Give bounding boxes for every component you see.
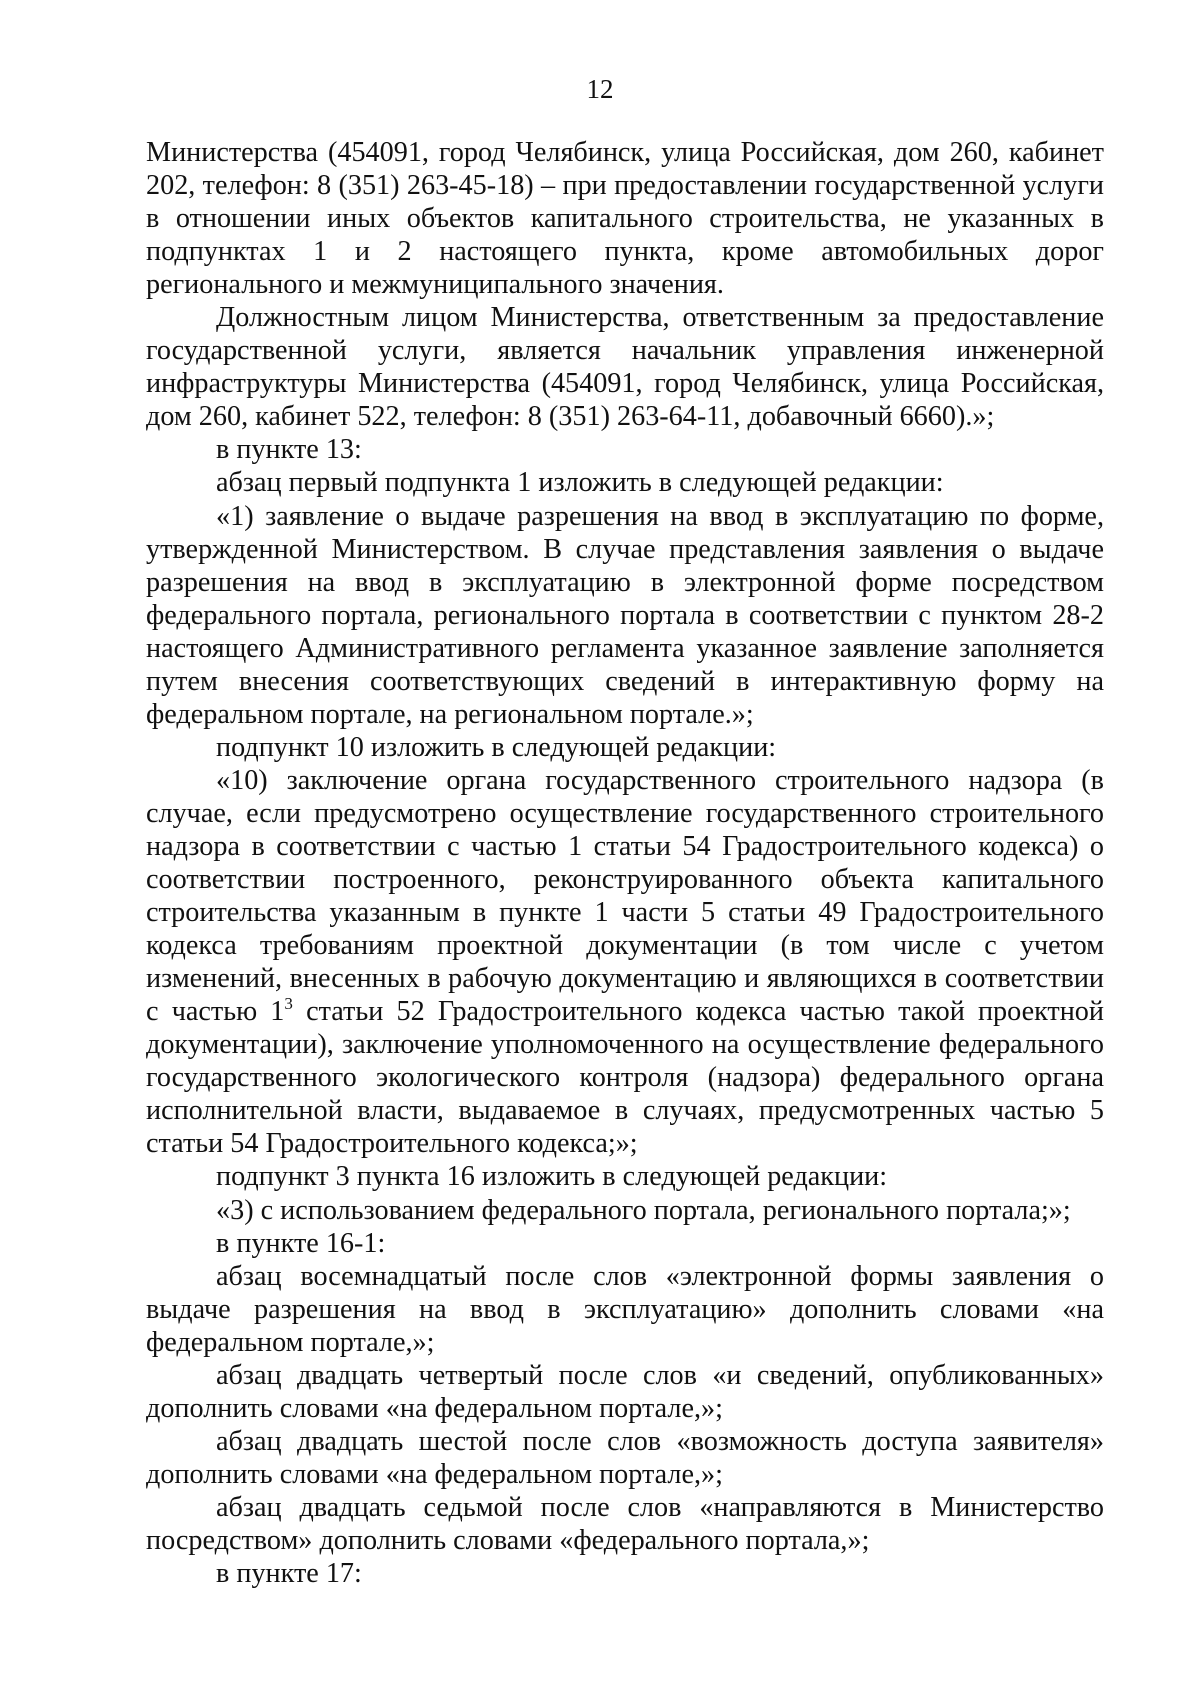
paragraph-twenty-seventh: абзац двадцать седьмой после слов «направляются в Министерство посредством» дополнить словами «федерального портала,»; [146,1491,1104,1556]
paragraph-subpoint-10-text [146,764,1104,1161]
subpoint-10-text-after-superscript: статьи 52 Градостроительного кодекса частью такой проектной документации), заключение уполномоченного на осуществление федерального государственного экологического контроля (надзора) федерального органа исполнительной власти, выдаваемое в случаях, предусмотренных частью 5 статьи 54 Градостроительного кодекса;»; [146,996,1104,1160]
paragraph-in-point-13: в пункте 13: [216,434,362,466]
subpoint-10-text-before-superscript: «10) заключение органа государственного строительного надзора (в случае, если предусмотрено осуществление государственного строительного надзора в соответствии с частью 1 статьи 54 Градостроительного кодекса) о соответствии построенного, реконструированного объекта капитального строительства указанным в пункте 1 части 5 статьи 49 Градостроительного кодекса требованиям проектной документации (в том числе с учетом изменений, внесенных в рабочую документацию и являющихся в соответствии с частью 1 [146,764,1104,1028]
paragraph-eighteenth: абзац восемнадцатый после слов «электронной формы заявления о выдаче разрешения на ввод в эксплуатацию» дополнить словами «на федеральном портале,»; [146,1260,1104,1358]
paragraph-subpoint-3-text: «3) с использованием федерального портала, регионального портала;»; [216,1194,1071,1226]
paragraph-twenty-sixth: абзац двадцать шестой после слов «возможность доступа заявителя» дополнить словами «на федеральном портале,»; [146,1425,1104,1490]
document-body [146,136,1104,1590]
paragraph-responsible-official: Должностным лицом Министерства, ответственным за предоставление государственной услуги, является начальник управления инженерной инфраструктуры Министерства (454091, город Челябинск, улица Российская, дом 260, кабинет 522, телефон: 8 (351) 263-64-11, добавочный 6660).»; [146,302,1104,433]
superscript-3: 3 [284,994,293,1014]
paragraph-twenty-fourth: абзац двадцать четвертый после слов «и сведений, опубликованных» дополнить словами «на федеральном портале,»; [146,1359,1104,1424]
paragraph-in-point-17: в пункте 17: [216,1558,362,1590]
paragraph-subpoint-1-text: «1) заявление о выдаче разрешения на ввод в эксплуатацию по форме, утвержденной Министерством. В случае представления заявления о выдаче разрешения на ввод в эксплуатацию в электронной форме посредством федерального портала, регионального портала в соответствии с пунктом 28-2 настоящего Административного регламента указанное заявление заполняется путем внесения соответствующих сведений в интерактивную форму на федеральном портале, на региональном портале.»; [146,500,1104,730]
paragraph-ministry-address: Министерства (454091, город Челябинск, улица Российская, дом 260, кабинет 202, телефон: 8 (351) 263-45-18) – при предоставлении государственной услуги в отношении иных объектов капитального строительства, не указанных в подпунктах 1 и 2 настоящего пункта, кроме автомобильных дорог регионального и межмуниципального значения. [146,137,1104,301]
paragraph-in-point-16-1: в пункте 16-1: [216,1227,386,1259]
paragraph-subpoint-1-heading: абзац первый подпункта 1 изложить в следующей редакции: [216,467,944,499]
page-number: 12 [586,74,614,104]
paragraph-subpoint-3-point-16-heading: подпункт 3 пункта 16 изложить в следующей редакции: [216,1161,888,1193]
paragraph-subpoint-10-heading: подпункт 10 изложить в следующей редакции: [216,731,777,763]
